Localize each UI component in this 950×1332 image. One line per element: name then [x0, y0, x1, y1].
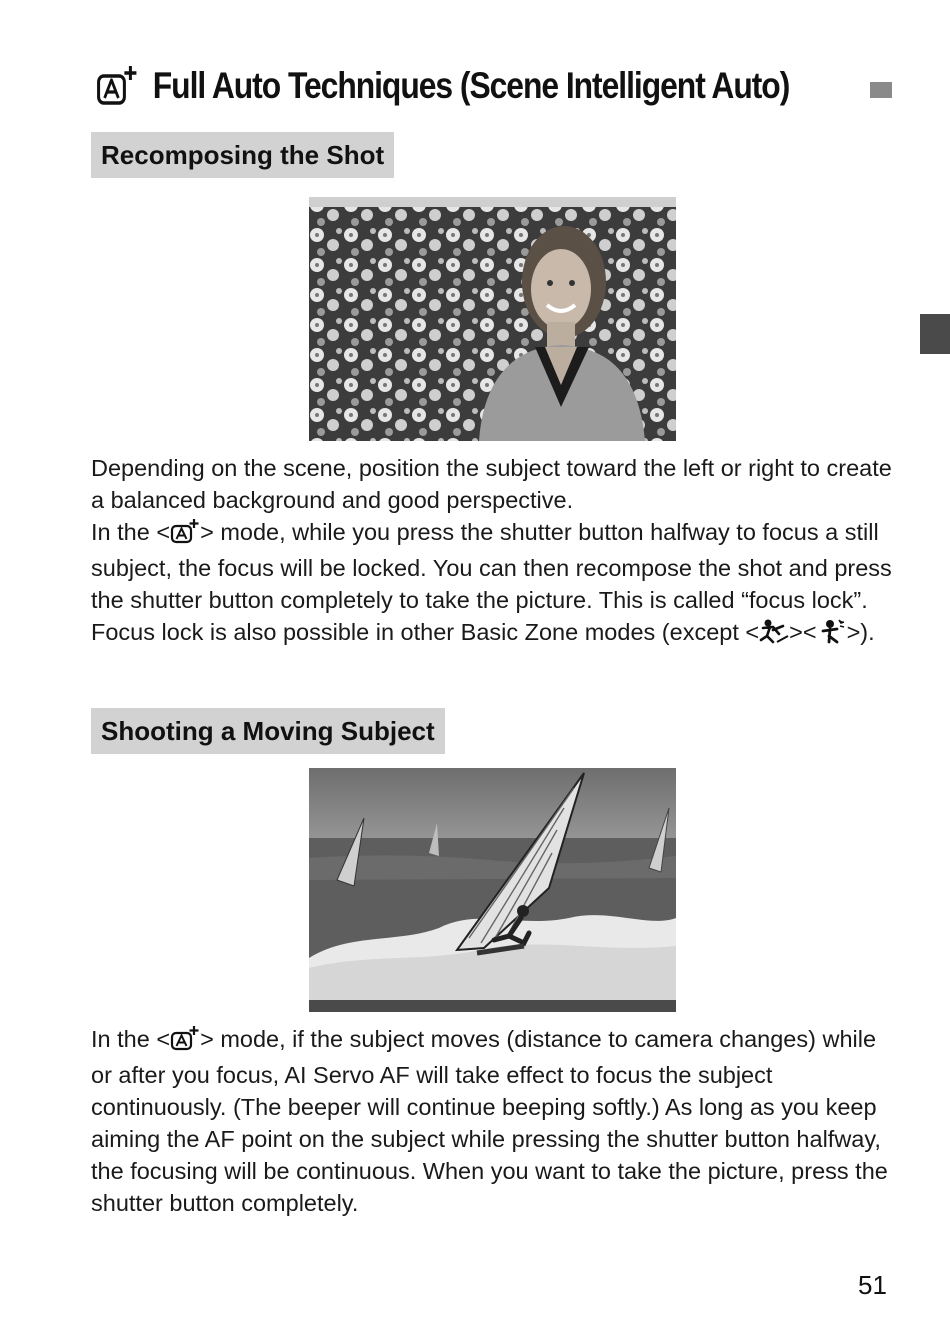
portrait-flowers-photo	[309, 197, 676, 441]
scene-intelligent-auto-icon	[170, 1025, 200, 1059]
sports-mode-icon	[759, 618, 789, 652]
page-number: 51	[858, 1270, 887, 1300]
chapter-tab	[920, 314, 950, 354]
scene-intelligent-auto-icon	[96, 64, 141, 108]
moving-subject-text	[91, 1023, 901, 1219]
section-heading-moving-subject: Shooting a Moving Subject	[91, 708, 445, 754]
paragraph-text: In the <	[91, 519, 171, 545]
section-heading-recomposing: Recomposing the Shot	[91, 132, 394, 178]
page-title	[96, 58, 789, 114]
moving-subject-paragraph	[91, 1023, 901, 1219]
scene-intelligent-auto-icon	[170, 518, 200, 552]
recomposing-paragraph-1: Depending on the scene, position the subject toward the left or right to create a balanced background and good perspective.	[91, 455, 892, 513]
paragraph-text: In the <	[91, 1026, 171, 1052]
recomposing-paragraph-2	[91, 516, 901, 652]
paragraph-text: ><	[789, 619, 817, 645]
recomposing-text	[91, 452, 901, 652]
title-marker	[870, 82, 892, 98]
page-title-text: Full Auto Techniques (Scene Intelligent Auto)	[152, 65, 790, 106]
paragraph-text: > mode, while you press the shutter button halfway to focus a still subject, the focus will be locked. You can then recompose the shot and press the shutter button completely to take the picture. This is called “focus lock”. Focus lock is also possible in other Basic Zone modes (except <	[91, 519, 892, 645]
paragraph-text: > mode, if the subject moves (distance to camera changes) while or after you focus, AI Servo AF will take effect to focus the subject continuously. (The beeper will continue beeping softly.) As long as you keep aiming the AF point on the subject while pressing the shutter button halfway, the focusing will be continuous. When you want to take the picture, press the shutter button completely.	[91, 1026, 888, 1216]
night-portrait-mode-icon	[817, 618, 847, 652]
windsurfer-photo	[309, 768, 676, 1012]
paragraph-text: >).	[846, 619, 875, 645]
